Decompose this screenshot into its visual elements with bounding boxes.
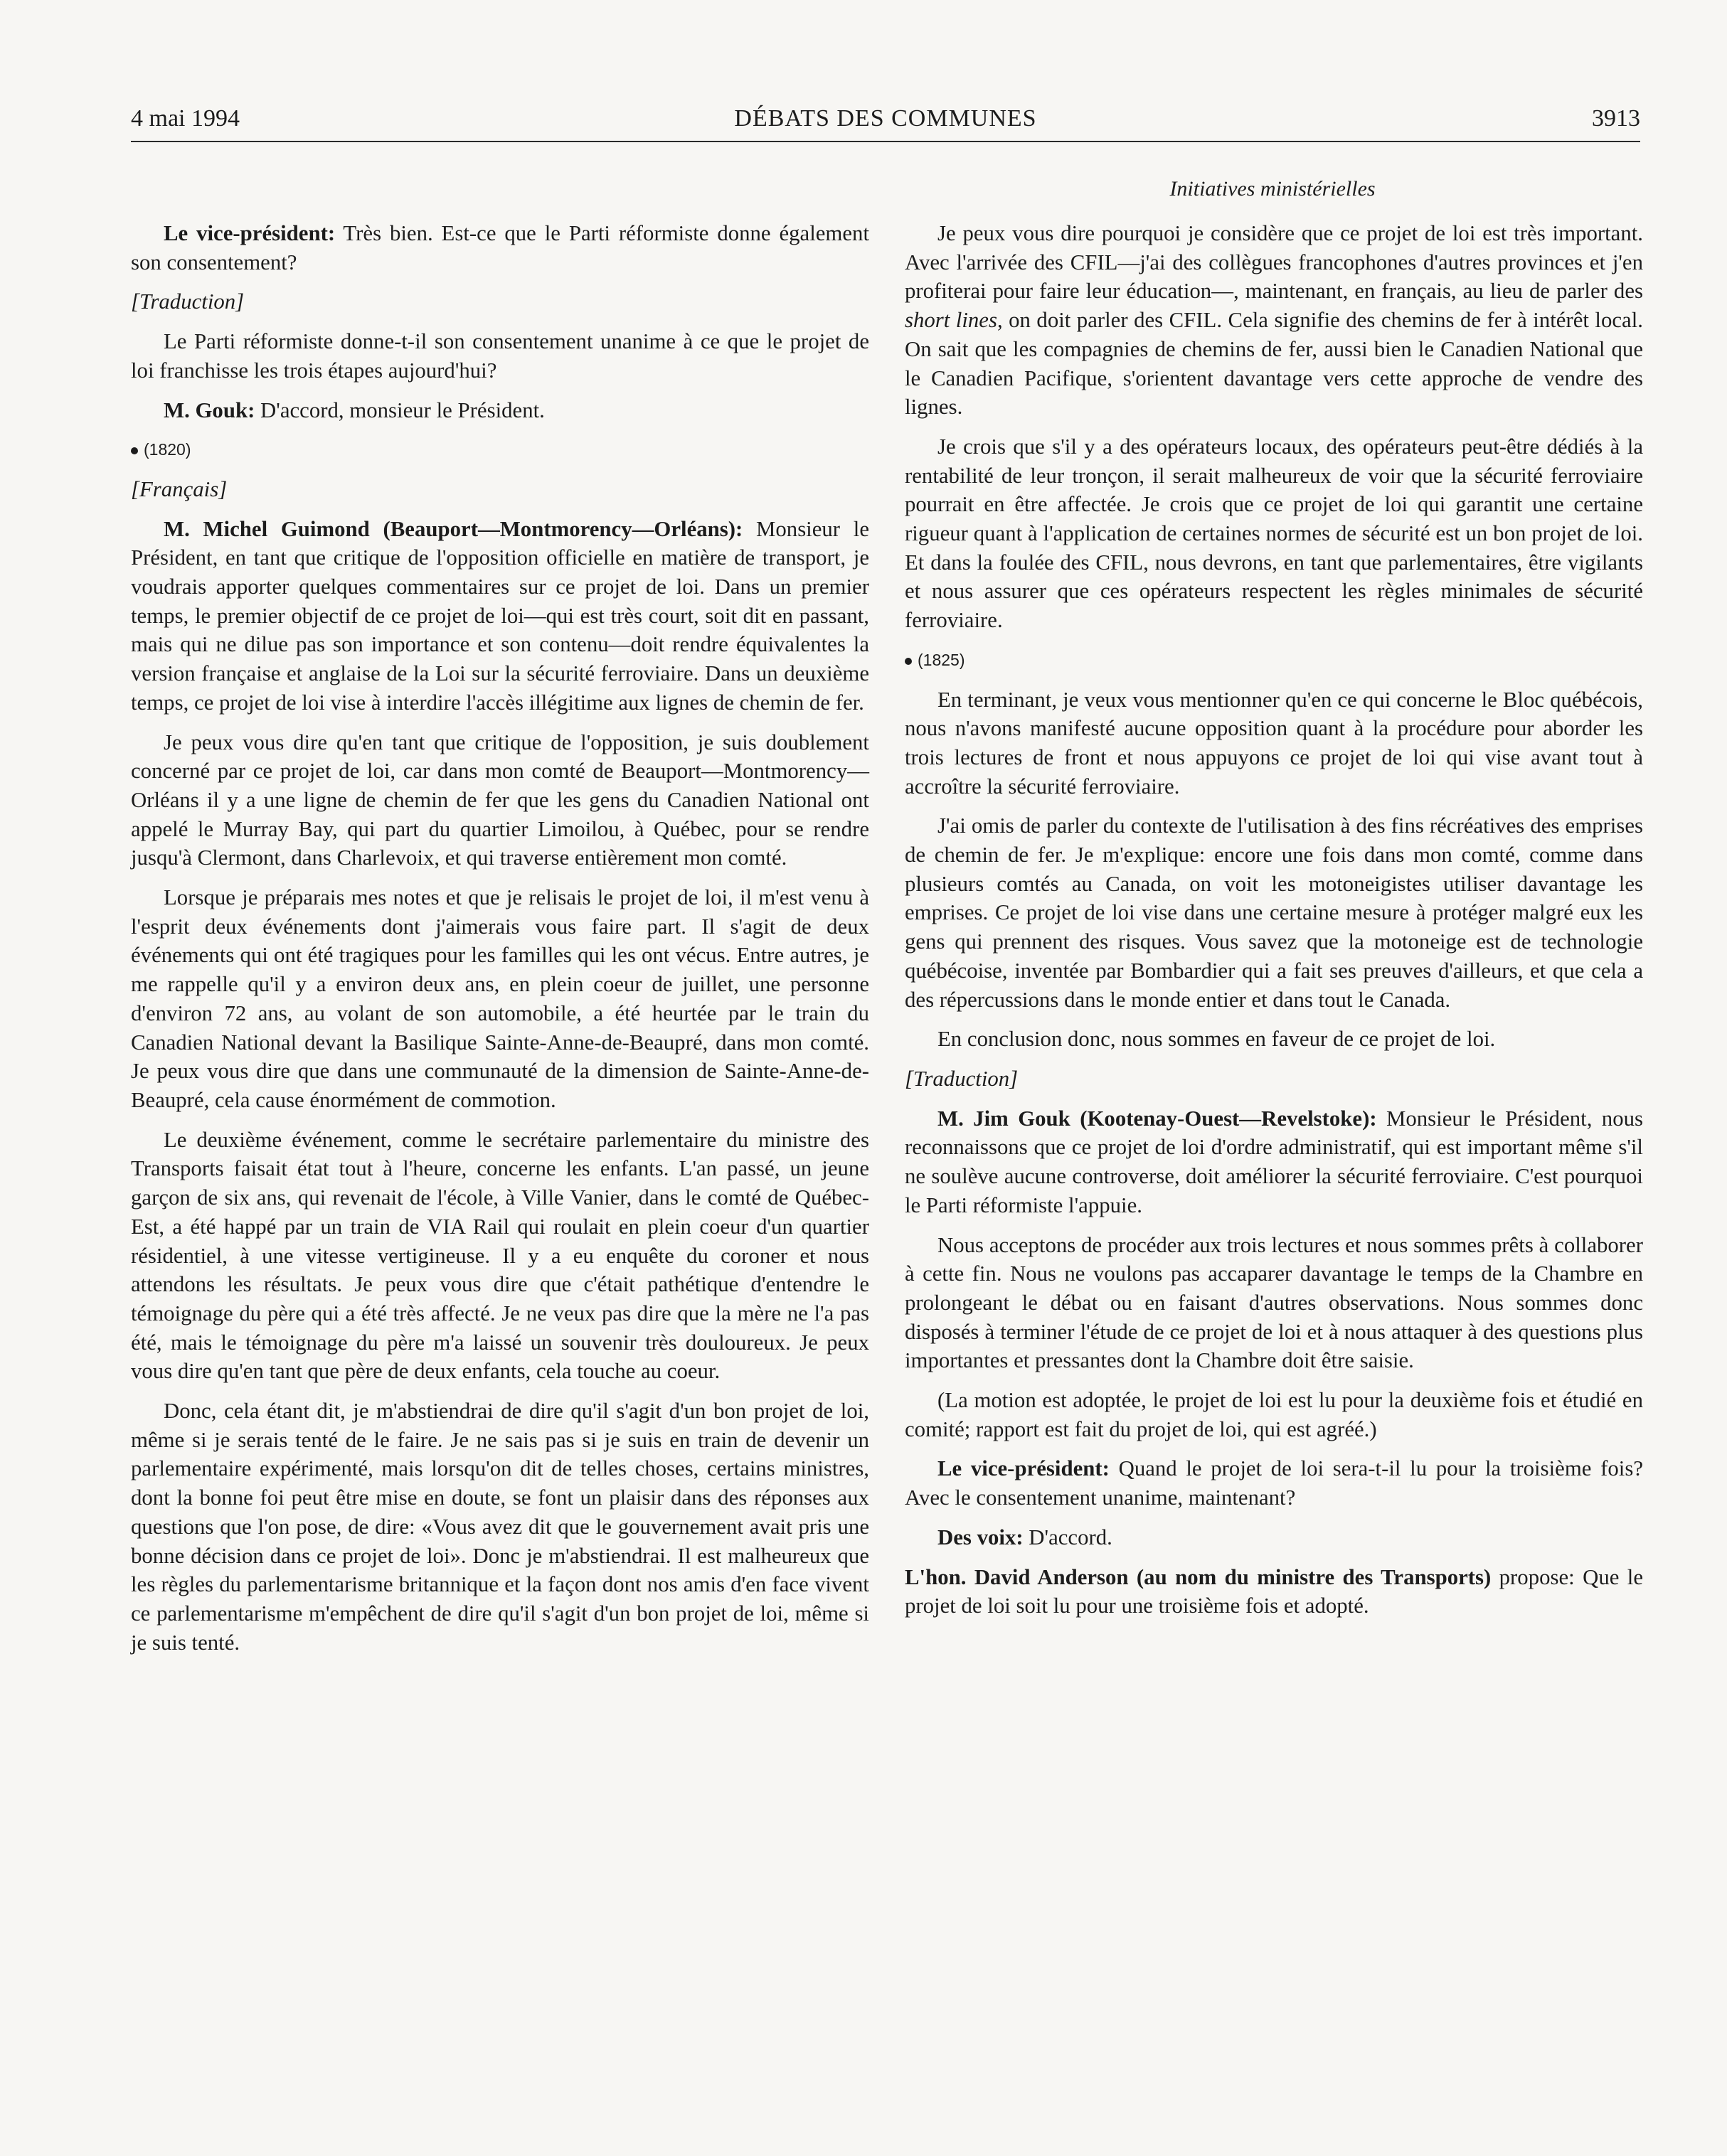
speaker-name: M. Gouk: (164, 397, 255, 422)
emphasis-text: short lines (905, 308, 997, 333)
bullet-icon (905, 658, 912, 665)
language-label: [Traduction] (131, 289, 245, 314)
right-column (905, 219, 1643, 1631)
paragraph (131, 219, 869, 277)
paragraph: Nous acceptons de procéder aux trois lectures et nous sommes prêts à collaborer à cette fin. Nous ne voulons pas accaparer davantage le temps de la Chambre en prolongeant le débat ou en faisant d'autres observations. Nous sommes donc disposés à terminer l'étude de ce projet de loi et à nous attaquer à des questions plus importantes et pressantes dont la Chambre doit être saisie. (905, 1232, 1643, 1373)
paragraph: J'ai omis de parler du contexte de l'utilisation à des fins récréatives des emprises de chemin de fer. Je m'explique: encore une fois dans mon comté, comme dans plusieurs comtés au Canada, on voit les motoneigistes utiliser davantage les emprises. Ce projet de loi vise dans une certaine mesure à protéger malgré eux les gens qui prennent des risques. Vous savez que la motoneige est de technologie québécoise, inventée par Bombardier qui a fait ses preuves d'ailleurs, et que cela a des répercussions dans le monde entier et dans tout le Canada. (905, 813, 1643, 1012)
paragraph: Le deuxième événement, comme le secrétaire parlementaire du ministre des Transports faisait état tout à l'heure, concerne les enfants. L'an passé, un jeune garçon de six ans, qui revenait de l'école, à Ville Vanier, dans le comté de Québec-Est, a été happé par un train de VIA Rail qui roulait en plein coeur d'un quartier résidentiel, à une vitesse vertigineuse. Il y a eu enquête du coroner et nous attendons les résultats. Je peux vous dire que c'était pathétique d'entendre le témoignage du père qui a été très affecté. Je ne veux pas dire que la mère ne l'a pas été, mais le témoignage du père m'a laissé un souvenir très douloureux. Je peux vous dire qu'en tant que père de deux enfants, cela touche au coeur. (131, 1127, 869, 1384)
speaker-name: Des voix: (937, 1525, 1024, 1549)
language-label: [Traduction] (905, 1066, 1019, 1091)
page-number: 3913 (1592, 105, 1640, 132)
speech-text: Monsieur le Président, en tant que critique de l'opposition officielle en matière de transport, je voudrais apporter quelques commentaires sur ce projet de loi. Dans un premier temps, le premier objectif de ce projet de loi—qui est très court, soit dit en passant, mais qui ne dilue pas son importance et son contenu—doit rendre équivalentes la version française et anglaise de la Loi sur la sécurité ferroviaire. Dans un deuxième temps, ce projet de loi vise à interdire l'accès illégitime aux lignes de chemin de fer. (131, 516, 869, 715)
timestamp (131, 435, 869, 464)
header-date: 4 mai 1994 (131, 105, 240, 132)
paragraph: (La motion est adoptée, le projet de loi est lu pour la deuxième fois et étudié en comité; rapport est fait du projet de loi, qui est agréé.) (905, 1388, 1643, 1441)
speech-text: Quand le projet de loi sera-t-il lu pour la troisième fois? Avec le consentement unanime, maintenant? (905, 1456, 1643, 1510)
speech-text: Je peux vous dire pourquoi je considère que ce projet de loi est très important. Avec l'arrivée des CFIL—j'ai des collègues francophones d'autres provinces et j'en profiterai pour faire leur éducation—, maintenant, en français, au lieu de parler des (905, 221, 1643, 304)
speaker-name: Le vice-président: (937, 1456, 1110, 1481)
bullet-icon (131, 447, 138, 454)
language-label: [Français] (131, 476, 228, 501)
paragraph: Lorsque je préparais mes notes et que je relisais le projet de loi, il m'est venu à l'esprit deux événements dont j'aimerais vous faire part. Il s'agit de deux événements qui ont été tragiques pour les familles qui les ont vécus. Entre autres, je me rappelle qu'il y a environ deux ans, en plein coeur de juillet, une personne d'environ 72 ans, au volant de son automobile, a été heurtée par le train du Canadien National devant la Basilique Sainte-Anne-de-Beaupré, dans mon comté. Je peux vous dire que dans une communauté de la dimension de Sainte-Anne-de-Beaupré, cela cause énormément de commotion. (131, 885, 869, 1112)
paragraph: Donc, cela étant dit, je m'abstiendrai de dire qu'il s'agit d'un bon projet de loi, même si je serais tenté de le faire. Je ne sais pas si je suis en train de devenir un parlementaire expérimenté, mais lorsqu'on dit de telles choses, certains ministres, dont la bonne foi peut être mise en doute, se font un plaisir dans des réponses aux questions que l'on pose, de dire: «Vous avez dit que le gouvernement avait pris une bonne décision dans ce projet de loi». Donc je m'abstiendrai. Il est malheureux que les règles du parlementarisme britannique et la façon dont nos amis d'en face vivent ce parlementarisme m'empêchent de dire qu'il s'agit d'un bon projet de loi, même si je suis tenté. (131, 1399, 869, 1655)
left-column (131, 219, 869, 1667)
section-rubric: Initiatives ministérielles (1169, 177, 1376, 201)
paragraph (131, 515, 869, 717)
speech-text: D'accord. (1023, 1525, 1112, 1549)
page-header (131, 101, 1640, 142)
paragraph (905, 1523, 1643, 1552)
paragraph (905, 1563, 1643, 1621)
speech-text: Monsieur le Président, nous reconnaissons que ce projet de loi d'ordre administratif, qui est important même s'il ne soulève aucune controverse, doit améliorer la sécurité ferroviaire. C'est pourquoi le Parti réformiste l'appuie. (905, 1106, 1643, 1217)
paragraph (905, 219, 1643, 422)
speech-text: D'accord, monsieur le Président. (255, 397, 545, 422)
timestamp (905, 646, 1643, 675)
timestamp-text: (1825) (918, 650, 965, 669)
timestamp-text: (1820) (144, 440, 191, 459)
paragraph (905, 1104, 1643, 1220)
speaker-name: L'hon. David Anderson (au nom du ministre des Transports) (905, 1564, 1492, 1589)
paragraph (905, 1454, 1643, 1512)
speaker-name: M. Michel Guimond (Beauport—Montmorency—Orléans): (164, 516, 743, 541)
paragraph: En conclusion donc, nous sommes en faveur de ce projet de loi. (937, 1027, 1496, 1052)
header-title: DÉBATS DES COMMUNES (734, 105, 1037, 132)
speaker-name: M. Jim Gouk (Kootenay-Ouest—Revelstoke): (937, 1106, 1377, 1131)
speech-text: Très bien. Est-ce que le Parti réformiste donne également son consentement? (131, 221, 869, 274)
speech-text: propose: Que le projet de loi soit lu pour une troisième fois et adopté. (905, 1564, 1643, 1618)
speaker-name: Le vice-président: (164, 221, 336, 245)
speech-text: , on doit parler des CFIL. Cela signifie des chemins de fer à intérêt local. On sait que les compagnies de chemins de fer, aussi bien le Canadien National que le Canadien Pacifique, s'orientent davantage vers cette approche de vendre des lignes. (905, 308, 1643, 420)
paragraph: Je peux vous dire qu'en tant que critique de l'opposition, je suis doublement concerné par ce projet de loi, car dans mon comté de Beauport—Montmorency—Orléans il y a une ligne de chemin de fer que les gens du Canadien National ont appelé le Murray Bay, qui part du quartier Limoilou, à Québec, pour se rendre jusqu'à Clermont, dans Charlevoix, et qui traverse entièrement mon comté. (131, 730, 869, 870)
paragraph (131, 396, 869, 425)
paragraph: Le Parti réformiste donne-t-il son consentement unanime à ce que le projet de loi franchisse les trois étapes aujourd'hui? (131, 329, 869, 383)
paragraph: Je crois que s'il y a des opérateurs locaux, des opérateurs peut-être dédiés à la rentabilité de leur tronçon, il serait malheureux de voir que la sécurité ferroviaire pourrait en être affectée. Je crois que ce projet de loi qui garantit une certaine rigueur quant à l'application de certaines normes de sécurité est un bon projet de loi. Et dans la foulée des CFIL, nous devrons, en tant que parlementaires, être vigilants et nous assurer que ces opérateurs respectent les règles minimales de sécurité ferroviaire. (905, 434, 1643, 633)
paragraph: En terminant, je veux vous mentionner qu'en ce qui concerne le Bloc québécois, nous n'avons manifesté aucune opposition quant à la procédure pour aborder les trois lectures de front et nous appuyons ce projet de loi qui vise avant tout à accroître la sécurité ferroviaire. (905, 687, 1643, 799)
